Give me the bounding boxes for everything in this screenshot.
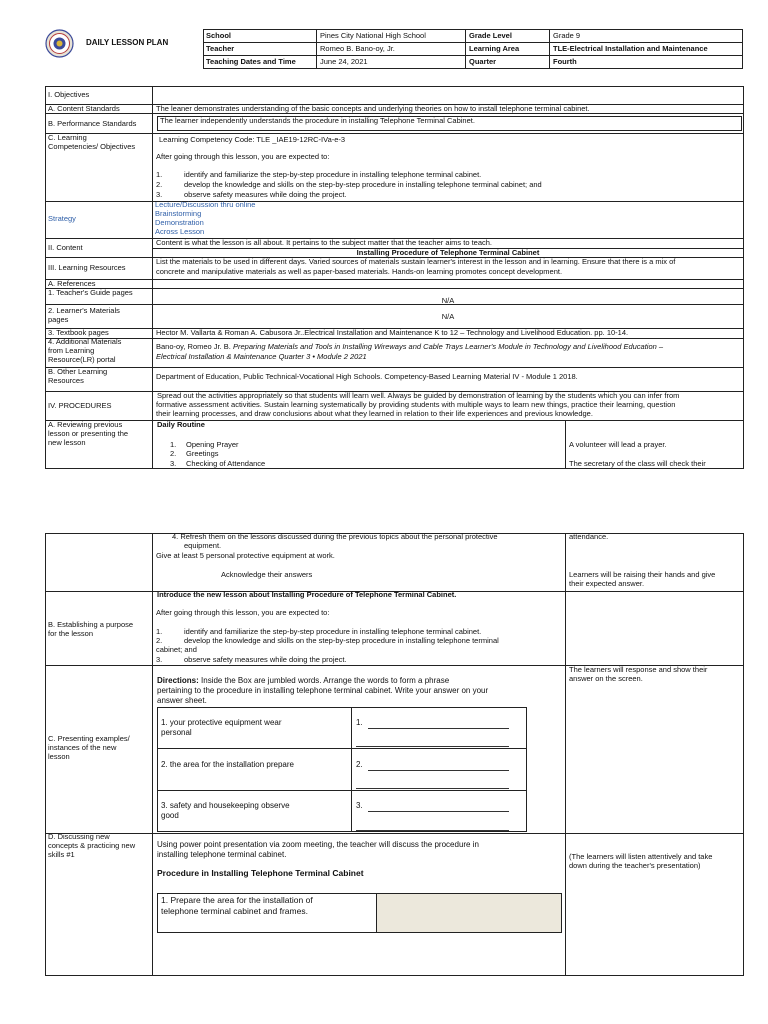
learning-area-value: TLE-Electrical Installation and Maintenance bbox=[553, 44, 708, 53]
content-standards-text: The leaner demonstrates understanding of the basic concepts and underlying theories on how to install telephone terminal cabinet. bbox=[156, 104, 590, 113]
learning-resources-line: concrete and manipulative materials as well as paper-based materials. Hands-on learning promotes concept development. bbox=[156, 267, 563, 276]
content-title: Installing Procedure of Telephone Terminal Cabinet bbox=[356, 248, 540, 257]
prayer-note: A volunteer will lead a prayer. bbox=[569, 440, 667, 449]
additional-materials-label: 4. Additional Materials from Learning Resource(LR) portal bbox=[48, 337, 122, 364]
procedure-title: Procedure in Installing Telephone Terminal Cabinet bbox=[157, 868, 364, 878]
procedure-image-placeholder bbox=[377, 894, 561, 932]
objective-item: 1. identify and familiarize the step-by-step procedure in installing telephone terminal cabinet. bbox=[156, 170, 482, 179]
answer-line[interactable] bbox=[368, 728, 509, 729]
directions-text: Directions: Inside the Box are jumbled words. Arrange the words to form a phrase pertaining to the procedure in installing telephone terminal cabinet. Write your answer on your answer sheet. bbox=[157, 676, 489, 705]
strategy-item: Demonstration bbox=[155, 218, 204, 227]
jumbled-item: 1. your protective equipment wear personal bbox=[161, 718, 282, 738]
procedure-step-1: 1. Prepare the area for the installation of telephone terminal cabinet and frames. bbox=[161, 895, 313, 917]
give-ppe-text: Give at least 5 personal protective equipment at work. bbox=[156, 551, 335, 560]
teacher-label: Teacher bbox=[206, 44, 235, 53]
teaching-dates-value: June 24, 2021 bbox=[320, 57, 368, 66]
learning-area-label: Learning Area bbox=[469, 44, 520, 53]
competencies-label: C. Learning Competencies/ Objectives bbox=[48, 133, 136, 151]
answer-line[interactable] bbox=[356, 746, 509, 747]
purpose-objective-3: 3. observe safety measures while doing the project. bbox=[156, 655, 347, 664]
strategy-item: Lecture/Discussion thru online bbox=[155, 200, 256, 209]
school-label: School bbox=[206, 31, 232, 40]
other-resources-value: Department of Education, Public Technical-Vocational High Schools. Competency-Based Learning Material IV - Module 1 2018. bbox=[156, 372, 578, 381]
additional-materials-value-cont: Electrical Installation & Maintenance Quarter 3 • Module 2 2021 bbox=[156, 352, 367, 361]
grade-level-value: Grade 9 bbox=[553, 31, 581, 40]
learners-response: The learners will response and show their answer on the screen. bbox=[569, 665, 708, 683]
objective-item: 3. observe safety measures while doing the project. bbox=[156, 190, 347, 199]
introduce-lesson: Introduce the new lesson about Installing Procedure of Telephone Terminal Cabinet. bbox=[157, 590, 457, 599]
content-description: Content is what the lesson is all about. It pertains to the subject matter that the teacher aims to teach. bbox=[156, 238, 493, 247]
learning-resources-label: III. Learning Resources bbox=[48, 263, 126, 272]
purpose-intro: After going through this lesson, you are expected to: bbox=[156, 608, 330, 617]
answer-number: 1. bbox=[356, 718, 363, 727]
answer-number: 3. bbox=[356, 801, 363, 810]
competency-code: Learning Competency Code: TLE _IAE19-12RC-IVa-e-3 bbox=[159, 135, 346, 144]
strategy-item: Brainstorming bbox=[155, 209, 202, 218]
quarter-label: Quarter bbox=[469, 57, 497, 66]
quarter-value: Fourth bbox=[553, 57, 577, 66]
textbook-value: Hector M. Vallarta & Roman A. Cabusora Jr..Electrical Installation and Maintenance K to 12 – Technology and Livelihood Education. pp. 10-14. bbox=[156, 328, 629, 337]
routine-item: 2. Greetings bbox=[170, 449, 219, 458]
learners-listen: (The learners will listen attentively and take down during the teacher's presentation) bbox=[569, 852, 713, 870]
content-label: II. Content bbox=[48, 243, 83, 252]
textbook-label: 3. Textbook pages bbox=[48, 328, 109, 337]
content-standards-label: A. Content Standards bbox=[48, 104, 120, 113]
purpose-label: B. Establishing a purpose for the lesson bbox=[48, 620, 134, 638]
teacher-value: Romeo B. Bano-oy, Jr. bbox=[320, 44, 395, 53]
procedures-label: IV. PROCEDURES bbox=[48, 401, 112, 410]
objectives-intro: After going through this lesson, you are expected to: bbox=[156, 152, 330, 161]
procedures-line: Spread out the activities appropriately so that students will learn well. Always be guided by demonstration of learning by the students which you can infer from bbox=[157, 391, 680, 400]
routine-item: 3. Checking of Attendance bbox=[170, 459, 266, 468]
jumbled-item: 3. safety and housekeeping observe good bbox=[161, 801, 290, 821]
examples-label: C. Presenting examples/ instances of the new lesson bbox=[48, 734, 130, 761]
references-label: A. References bbox=[48, 279, 96, 288]
answer-line[interactable] bbox=[368, 770, 509, 771]
objective-item: 2. develop the knowledge and skills on the step-by-step procedure in installing telephone terminal cabinet; and bbox=[156, 180, 542, 189]
learning-resources-line: List the materials to be used in different days. Varied sources of materials sustain learner's interest in the lesson and in learning. Ensure that there is a mix of bbox=[156, 257, 676, 266]
grade-level-label: Grade Level bbox=[469, 31, 512, 40]
performance-standards-label: B. Performance Standards bbox=[48, 119, 137, 128]
attendance-continued: attendance. bbox=[569, 532, 609, 541]
answer-line[interactable] bbox=[356, 830, 509, 831]
discussing-label: D. Discussing new concepts & practicing new skills #1 bbox=[48, 832, 136, 859]
school-value: Pines City National High School bbox=[320, 31, 426, 40]
teachers-guide-label: 1. Teacher's Guide pages bbox=[48, 288, 133, 297]
acknowledge-text: Acknowledge their answers bbox=[221, 570, 313, 579]
strategy-item: Across Lesson bbox=[155, 227, 205, 236]
answer-line[interactable] bbox=[368, 811, 509, 812]
document-title: DAILY LESSON PLAN bbox=[86, 38, 169, 47]
daily-routine-heading: Daily Routine bbox=[157, 420, 205, 429]
secretary-note: The secretary of the class will check their bbox=[569, 459, 706, 468]
routine-item: 1. Opening Prayer bbox=[170, 440, 239, 449]
review-item-4: 4. Refresh them on the lessons discussed during the previous topics about the personal protective equipment. bbox=[172, 532, 498, 550]
learners-materials-label: 2. Learner's Materials pages bbox=[48, 306, 120, 324]
additional-materials-value: Bano-oy, Romeo Jr. B. Preparing Materials and Tools in Installing Wireways and Cable Trays Learner's Module in Technology and Livelihood Education – bbox=[156, 342, 664, 351]
purpose-objective-2-cont: cabinet; and bbox=[156, 645, 197, 654]
procedures-line: formative assessment activities. Sustain learning systematically by providing students with multiple ways to learn new things, practice their learning, question bbox=[156, 400, 676, 409]
purpose-objective-1: 1. identify and familiarize the step-by-step procedure in installing telephone terminal cabinet. bbox=[156, 627, 482, 636]
performance-standards-text: The learner independently understands the procedure in installing Telephone Terminal Cabinet. bbox=[160, 116, 475, 125]
objectives-label: I. Objectives bbox=[48, 90, 90, 99]
learners-raise-hands: Learners will be raising their hands and give their expected answer. bbox=[569, 570, 716, 588]
procedures-line: their learning processes, and draw conclusions about what they learned in relation to their life experiences and previous knowledge. bbox=[156, 409, 593, 418]
ppt-instruction: Using power point presentation via zoom meeting, the teacher will discuss the procedure in installing telephone terminal cabinet. bbox=[157, 840, 479, 860]
learners-materials-value: N/A bbox=[441, 312, 455, 321]
reviewing-label: A. Reviewing previous lesson or presenting the new lesson bbox=[48, 420, 129, 447]
teachers-guide-value: N/A bbox=[441, 296, 455, 305]
answer-number: 2. bbox=[356, 760, 363, 769]
strategy-label: Strategy bbox=[48, 214, 76, 223]
jumbled-item: 2. the area for the installation prepare bbox=[161, 760, 294, 769]
other-resources-label: B. Other Learning Resources bbox=[48, 367, 108, 385]
answer-line[interactable] bbox=[356, 788, 509, 789]
purpose-objective-2: 2. develop the knowledge and skills on the step-by-step procedure in installing telephone terminal bbox=[156, 636, 499, 645]
deped-seal bbox=[45, 29, 74, 58]
teaching-dates-label: Teaching Dates and Time bbox=[206, 57, 296, 66]
